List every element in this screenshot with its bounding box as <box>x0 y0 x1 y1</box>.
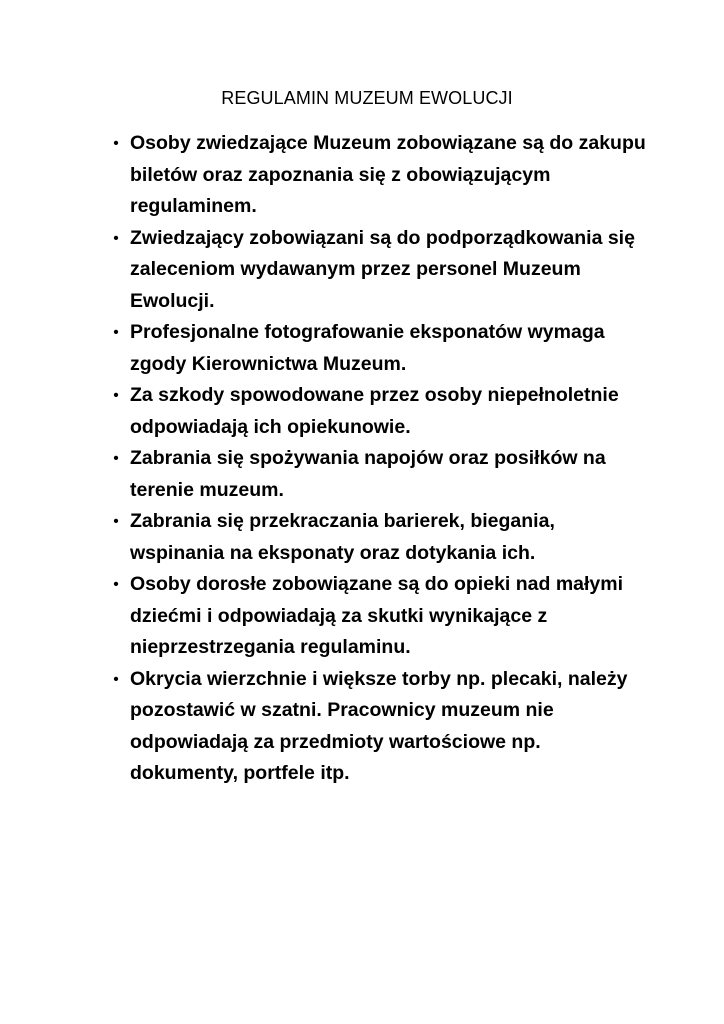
bullet-icon: • <box>113 387 119 404</box>
rule-item-2 <box>106 223 666 318</box>
rule-item-7 <box>106 569 666 664</box>
rule-text: Osoby dorosłe zobowiązane są do opieki nad małymi dziećmi i odpowiadają za skutki wynikające z nieprzestrzegania regulaminu. <box>130 573 624 658</box>
document-title: REGULAMIN MUZEUM EWOLUCJI <box>221 88 513 108</box>
bullet-icon: • <box>113 670 119 688</box>
rule-item-4 <box>106 380 666 443</box>
rule-item-8 <box>106 664 666 790</box>
bullet-icon: • <box>113 324 119 341</box>
bullet-icon: • <box>113 576 119 593</box>
rule-item-3 <box>106 317 666 380</box>
rule-item-1 <box>106 128 666 223</box>
bullet-icon: • <box>113 513 119 530</box>
bullet-icon: • <box>113 229 119 247</box>
rule-item-6 <box>106 506 666 569</box>
bullet-icon: • <box>113 135 119 152</box>
rule-item-5 <box>106 443 666 506</box>
rule-text: Profesjonalne fotografowanie eksponatów wymaga zgody Kierownictwa Muzeum. <box>130 321 605 375</box>
rule-text: Osoby zwiedzające Muzeum zobowiązane są do zakupu biletów oraz zapoznania się z obowiązującym regulaminem. <box>130 132 646 217</box>
rule-text: Zabrania się przekraczania barierek, biegania, wspinania na eksponaty oraz dotykania ich. <box>130 510 555 564</box>
rules-list <box>106 128 666 790</box>
rule-text: Zwiedzający zobowiązani są do podporządkowania się zaleceniom wydawanym przez personel Muzeum Ewolucji. <box>130 226 635 312</box>
bullet-icon: • <box>113 450 119 467</box>
rule-text: Za szkody spowodowane przez osoby niepełnoletnie odpowiadają ich opiekunowie. <box>130 384 619 438</box>
rule-text: Okrycia wierzchnie i większe torby np. plecaki, należy pozostawić w szatni. Pracownicy muzeum nie odpowiadają za przedmioty wartościowe np. dokumenty, portfele itp. <box>130 667 628 784</box>
rule-text: Zabrania się spożywania napojów oraz posiłków na terenie muzeum. <box>130 447 606 501</box>
